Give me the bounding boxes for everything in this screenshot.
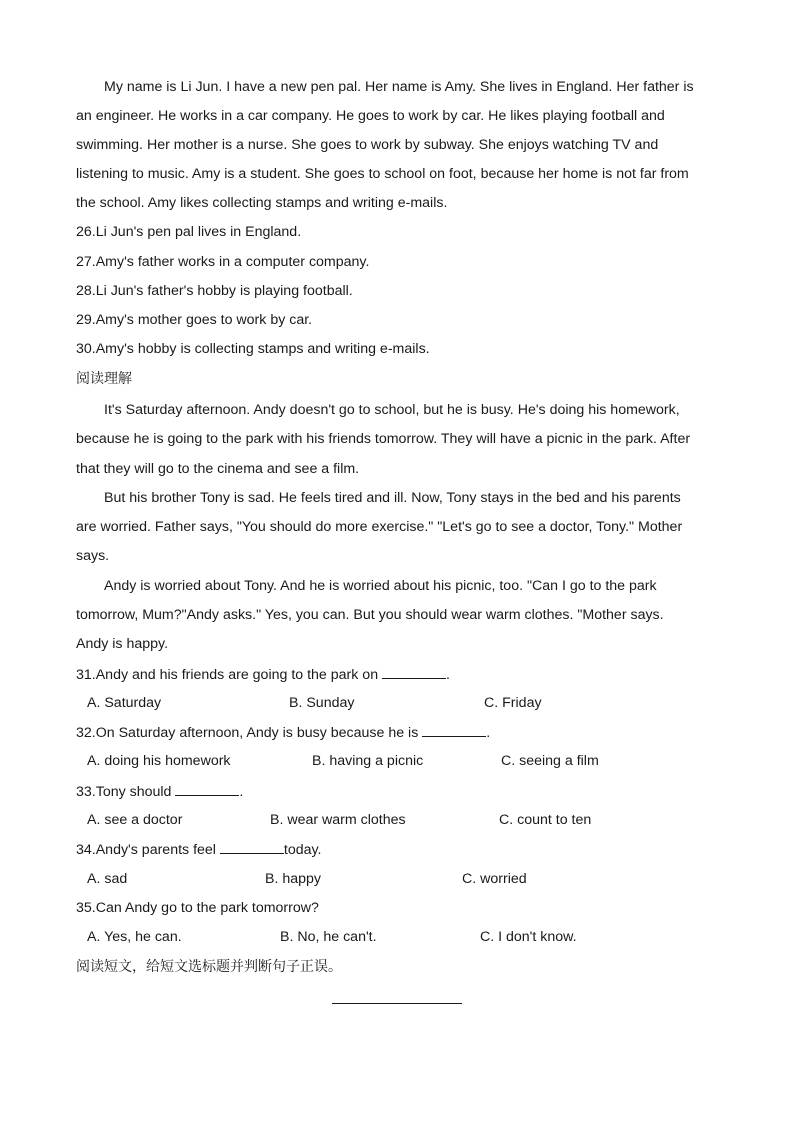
option-a[interactable]: A. sad — [87, 871, 128, 887]
option-c[interactable]: C. Friday — [484, 695, 542, 711]
passage2-line: says. — [76, 548, 110, 564]
option-a[interactable]: A. see a doctor — [87, 812, 183, 828]
option-a[interactable]: A. Yes, he can. — [87, 929, 182, 945]
answer-blank[interactable] — [422, 722, 486, 737]
option-b[interactable]: B. happy — [265, 871, 322, 887]
statement-26: 26.Li Jun's pen pal lives in England. — [76, 224, 302, 240]
question-34 — [76, 839, 322, 860]
option-b[interactable]: B. No, he can't. — [280, 929, 377, 945]
question-stem: 33.Tony should — [76, 784, 176, 800]
option-c[interactable]: C. seeing a film — [501, 753, 599, 769]
question-stem: 35.Can Andy go to the park tomorrow? — [76, 900, 319, 916]
passage2-line: because he is going to the park with his friends tomorrow. They will have a picnic in the park. After — [76, 431, 691, 447]
option-c[interactable]: C. count to ten — [499, 812, 592, 828]
statement-28: 28.Li Jun's father's hobby is playing football. — [76, 283, 353, 299]
answer-blank[interactable] — [175, 781, 239, 796]
question-32 — [76, 722, 490, 743]
passage2-line: But his brother Tony is sad. He feels tired and ill. Now, Tony stays in the bed and his parents — [104, 490, 681, 506]
question-35 — [76, 898, 319, 918]
question-33 — [76, 781, 243, 802]
question-stem: 34.Andy's parents feel — [76, 842, 220, 858]
option-b[interactable]: B. Sunday — [289, 695, 355, 711]
question-stem: 32.On Saturday afternoon, Andy is busy because he is — [76, 725, 423, 741]
section-heading-title-judge: 阅读短文，给短文选标题并判断句子正误。 — [76, 959, 342, 975]
question-31 — [76, 664, 450, 685]
question-stem-end: . — [446, 667, 450, 683]
statement-29: 29.Amy's mother goes to work by car. — [76, 312, 313, 328]
section-heading-reading: 阅读理解 — [76, 371, 132, 387]
passage2-line: that they will go to the cinema and see a film. — [76, 461, 360, 477]
option-a[interactable]: A. doing his homework — [87, 753, 231, 769]
option-b[interactable]: B. wear warm clothes — [270, 812, 406, 828]
passage2-line: It's Saturday afternoon. Andy doesn't go to school, but he is busy. He's doing his homework, — [104, 402, 680, 418]
passage1-line: swimming. Her mother is a nurse. She goes to work by subway. She enjoys watching TV and — [76, 137, 659, 153]
answer-blank[interactable] — [382, 664, 446, 679]
passage1-line: an engineer. He works in a car company. He goes to work by car. He likes playing football and — [76, 108, 665, 124]
option-c[interactable]: C. worried — [462, 871, 527, 887]
option-b[interactable]: B. having a picnic — [312, 753, 424, 769]
passage2-line: tomorrow, Mum?"Andy asks." Yes, you can. But you should wear warm clothes. "Mother says. — [76, 607, 664, 623]
statement-30: 30.Amy's hobby is collecting stamps and writing e-mails. — [76, 341, 430, 357]
passage1-line: listening to music. Amy is a student. She goes to school on foot, because her home is not far from — [76, 166, 689, 182]
option-a[interactable]: A. Saturday — [87, 695, 162, 711]
passage2-line: Andy is happy. — [76, 636, 169, 652]
question-stem-end: . — [239, 784, 244, 800]
answer-blank[interactable] — [220, 839, 284, 854]
passage2-line: are worried. Father says, "You should do more exercise." "Let's go to see a doctor, Tony." Mother — [76, 519, 683, 535]
option-c[interactable]: C. I don't know. — [480, 929, 577, 945]
passage1-line: the school. Amy likes collecting stamps and writing e-mails. — [76, 195, 448, 211]
title-answer-blank[interactable] — [332, 1003, 462, 1004]
question-stem-end: today. — [283, 842, 322, 858]
passage1-line: My name is Li Jun. I have a new pen pal. Her name is Amy. She lives in England. Her father is — [104, 79, 694, 95]
passage2-line: Andy is worried about Tony. And he is worried about his picnic, too. "Can I go to the park — [104, 578, 657, 594]
question-stem: 31.Andy and his friends are going to the park on — [76, 667, 383, 683]
statement-27: 27.Amy's father works in a computer company. — [76, 254, 370, 270]
question-stem-end: . — [486, 725, 491, 741]
